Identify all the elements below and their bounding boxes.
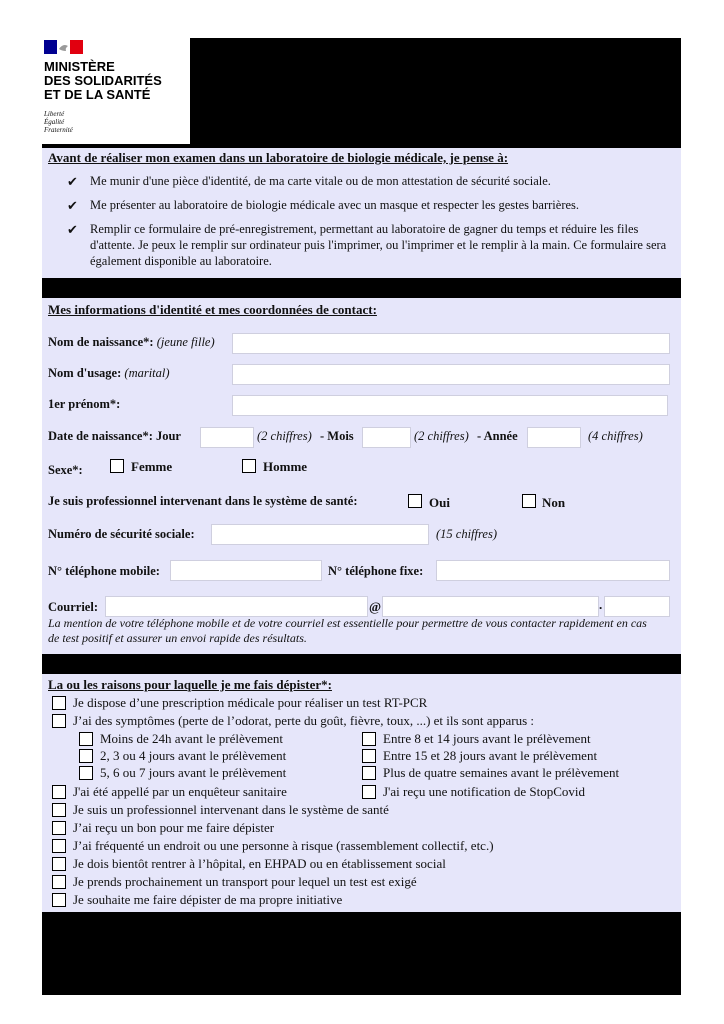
landline-phone-field[interactable] xyxy=(436,560,670,581)
health-pro-no-label: Non xyxy=(542,495,566,510)
reason-voucher-label: J’ai reçu un bon pour me faire dépister xyxy=(73,820,275,835)
social-security-hint: (15 chiffres) xyxy=(436,527,497,541)
symptom-over-4-weeks-label: Plus de quatre semaines avant le prélèvement xyxy=(383,765,620,780)
mobile-phone-label: N° téléphone mobile: xyxy=(48,564,160,578)
reason-risk-exposure-label: J’ai fréquenté un endroit ou une personne à risque (rassemblement collectif, etc.) xyxy=(73,838,494,853)
reason-health-pro-label: Je suis un professionnel intervenant dans le système de santé xyxy=(73,802,389,817)
ministry-line-1: MINISTÈRE xyxy=(44,59,115,74)
check-icon: ✔ xyxy=(67,222,78,237)
section-reasons xyxy=(42,674,681,912)
marianne-flag-icon xyxy=(44,40,83,54)
check-icon: ✔ xyxy=(67,198,78,213)
birth-name-label-text: Nom de naissance*: xyxy=(48,335,154,349)
symptom-8-14-days-checkbox[interactable] xyxy=(362,732,376,746)
day-label: Jour xyxy=(155,429,181,443)
year-label: - Année xyxy=(477,429,518,443)
birth-name-label xyxy=(48,335,215,350)
symptom-15-28-days-checkbox[interactable] xyxy=(362,749,376,763)
reason-risk-exposure-checkbox[interactable] xyxy=(52,839,66,853)
email-at-sign: @ xyxy=(369,599,382,614)
reason-stopcovid-label: J'ai reçu une notification de StopCovid xyxy=(383,784,585,799)
reason-hospital-checkbox[interactable] xyxy=(52,857,66,871)
social-security-label: Numéro de sécurité sociale: xyxy=(48,527,195,541)
email-dot: . xyxy=(599,597,603,612)
email-label: Courriel: xyxy=(48,600,98,614)
birth-date-label-text: Date de naissance*: xyxy=(48,429,153,443)
health-pro-yes-checkbox[interactable] xyxy=(408,494,422,508)
birth-date-label xyxy=(48,429,181,444)
symptom-5-7-days-checkbox[interactable] xyxy=(79,766,93,780)
symptom-under-24h-label: Moins de 24h avant le prélèvement xyxy=(100,731,284,746)
reason-hospital-label: Je dois bientôt rentrer à l’hôpital, en EHPAD ou en établissement social xyxy=(73,856,446,871)
bullet-2: Me présenter au laboratoire de biologie médicale avec un masque et respecter les gestes barrières. xyxy=(90,198,580,212)
reason-symptoms-checkbox[interactable] xyxy=(52,714,66,728)
reason-own-initiative-checkbox[interactable] xyxy=(52,893,66,907)
section2-title: Mes informations d'identité et mes coordonnées de contact: xyxy=(48,302,377,317)
contact-note: La mention de votre téléphone mobile et de votre courriel est essentielle pour permettre de vous contacter rapidement en cas de test positif et assurer un envoi rapide des résultats. xyxy=(48,616,647,645)
birth-name-hint: (jeune fille) xyxy=(156,335,215,349)
email-tld-field[interactable] xyxy=(604,596,670,617)
email-local-field[interactable] xyxy=(105,596,368,617)
check-icon: ✔ xyxy=(67,174,78,189)
section1-title: Avant de réaliser mon examen dans un laboratoire de biologie médicale, je pense à: xyxy=(48,150,509,165)
reason-symptoms-label: J’ai des symptômes (perte de l’odorat, perte du goût, fièvre, toux, ...) et ils sont apparus : xyxy=(73,713,535,728)
symptom-over-4-weeks-checkbox[interactable] xyxy=(362,766,376,780)
motto-liberte: Liberté xyxy=(44,110,65,118)
usage-name-label xyxy=(48,366,170,381)
section-before-exam xyxy=(42,148,681,278)
symptom-5-7-days-label: 5, 6 ou 7 jours avant le prélèvement xyxy=(100,765,287,780)
day-hint: (2 chiffres) xyxy=(257,429,312,443)
birth-year-field[interactable] xyxy=(527,427,581,448)
sex-label: Sexe*: xyxy=(48,463,83,477)
section-identity xyxy=(42,298,681,654)
symptom-under-24h-checkbox[interactable] xyxy=(79,732,93,746)
symptom-8-14-days-label: Entre 8 et 14 jours avant le prélèvement xyxy=(383,731,591,746)
ministry-logo xyxy=(42,38,190,144)
reason-prescription-checkbox[interactable] xyxy=(52,696,66,710)
symptom-2-4-days-label: 2, 3 ou 4 jours avant le prélèvement xyxy=(100,748,287,763)
reason-contact-tracer-checkbox[interactable] xyxy=(52,785,66,799)
mobile-phone-field[interactable] xyxy=(170,560,322,581)
health-pro-label: Je suis professionnel intervenant dans le système de santé: xyxy=(48,494,358,508)
landline-phone-label: N° téléphone fixe: xyxy=(328,564,424,578)
reason-prescription-label: Je dispose d’une prescription médicale pour réaliser un test RT-PCR xyxy=(73,695,428,710)
usage-name-field[interactable] xyxy=(232,364,670,385)
birth-day-field[interactable] xyxy=(200,427,254,448)
ministry-name xyxy=(44,60,162,102)
reason-transport-label: Je prends prochainement un transport pour lequel un test est exigé xyxy=(73,874,417,889)
bullet-3: Remplir ce formulaire de pré-enregistrement, permettant au laboratoire de gagner du temps et réduire les files d'attente. Je peux le remplir sur ordinateur puis l'imprimer, ou l'imprimer et le remplir à la main. Ce formulaire sera également disponible au laboratoire. xyxy=(90,222,667,268)
header-black-band xyxy=(190,38,681,144)
section3-title: La ou les raisons pour laquelle je me fais dépister*: xyxy=(48,677,332,692)
motto-fraternite: Fraternité xyxy=(44,126,73,134)
birth-month-field[interactable] xyxy=(362,427,411,448)
month-hint: (2 chiffres) xyxy=(414,429,469,443)
month-label: - Mois xyxy=(320,429,354,443)
male-checkbox[interactable] xyxy=(242,459,256,473)
republic-motto xyxy=(44,110,73,134)
year-hint: (4 chiffres) xyxy=(588,429,643,443)
ministry-line-2: DES SOLIDARITÉS xyxy=(44,73,162,88)
health-pro-no-checkbox[interactable] xyxy=(522,494,536,508)
reason-transport-checkbox[interactable] xyxy=(52,875,66,889)
social-security-field[interactable] xyxy=(211,524,429,545)
birth-name-field[interactable] xyxy=(232,333,670,354)
usage-name-label-text: Nom d'usage: xyxy=(48,366,122,380)
symptom-15-28-days-label: Entre 15 et 28 jours avant le prélèvement xyxy=(383,748,598,763)
reason-voucher-checkbox[interactable] xyxy=(52,821,66,835)
reason-stopcovid-checkbox[interactable] xyxy=(362,785,376,799)
ministry-line-3: ET DE LA SANTÉ xyxy=(44,87,151,102)
reason-contact-tracer-label: J'ai été appellé par un enquêteur sanitaire xyxy=(73,784,287,799)
symptom-2-4-days-checkbox[interactable] xyxy=(79,749,93,763)
motto-egalite: Égalité xyxy=(44,118,65,126)
male-label: Homme xyxy=(263,459,308,474)
reason-health-pro-checkbox[interactable] xyxy=(52,803,66,817)
first-name-label: 1er prénom*: xyxy=(48,397,121,411)
female-label: Femme xyxy=(131,459,173,474)
reason-own-initiative-label: Je souhaite me faire dépister de ma propre initiative xyxy=(73,892,343,907)
health-pro-yes-label: Oui xyxy=(429,495,450,510)
usage-name-hint: (marital) xyxy=(124,366,170,380)
first-name-field[interactable] xyxy=(232,395,668,416)
email-domain-field[interactable] xyxy=(382,596,599,617)
bullet-1: Me munir d'une pièce d'identité, de ma carte vitale ou de mon attestation de sécurité sociale. xyxy=(90,174,551,188)
female-checkbox[interactable] xyxy=(110,459,124,473)
